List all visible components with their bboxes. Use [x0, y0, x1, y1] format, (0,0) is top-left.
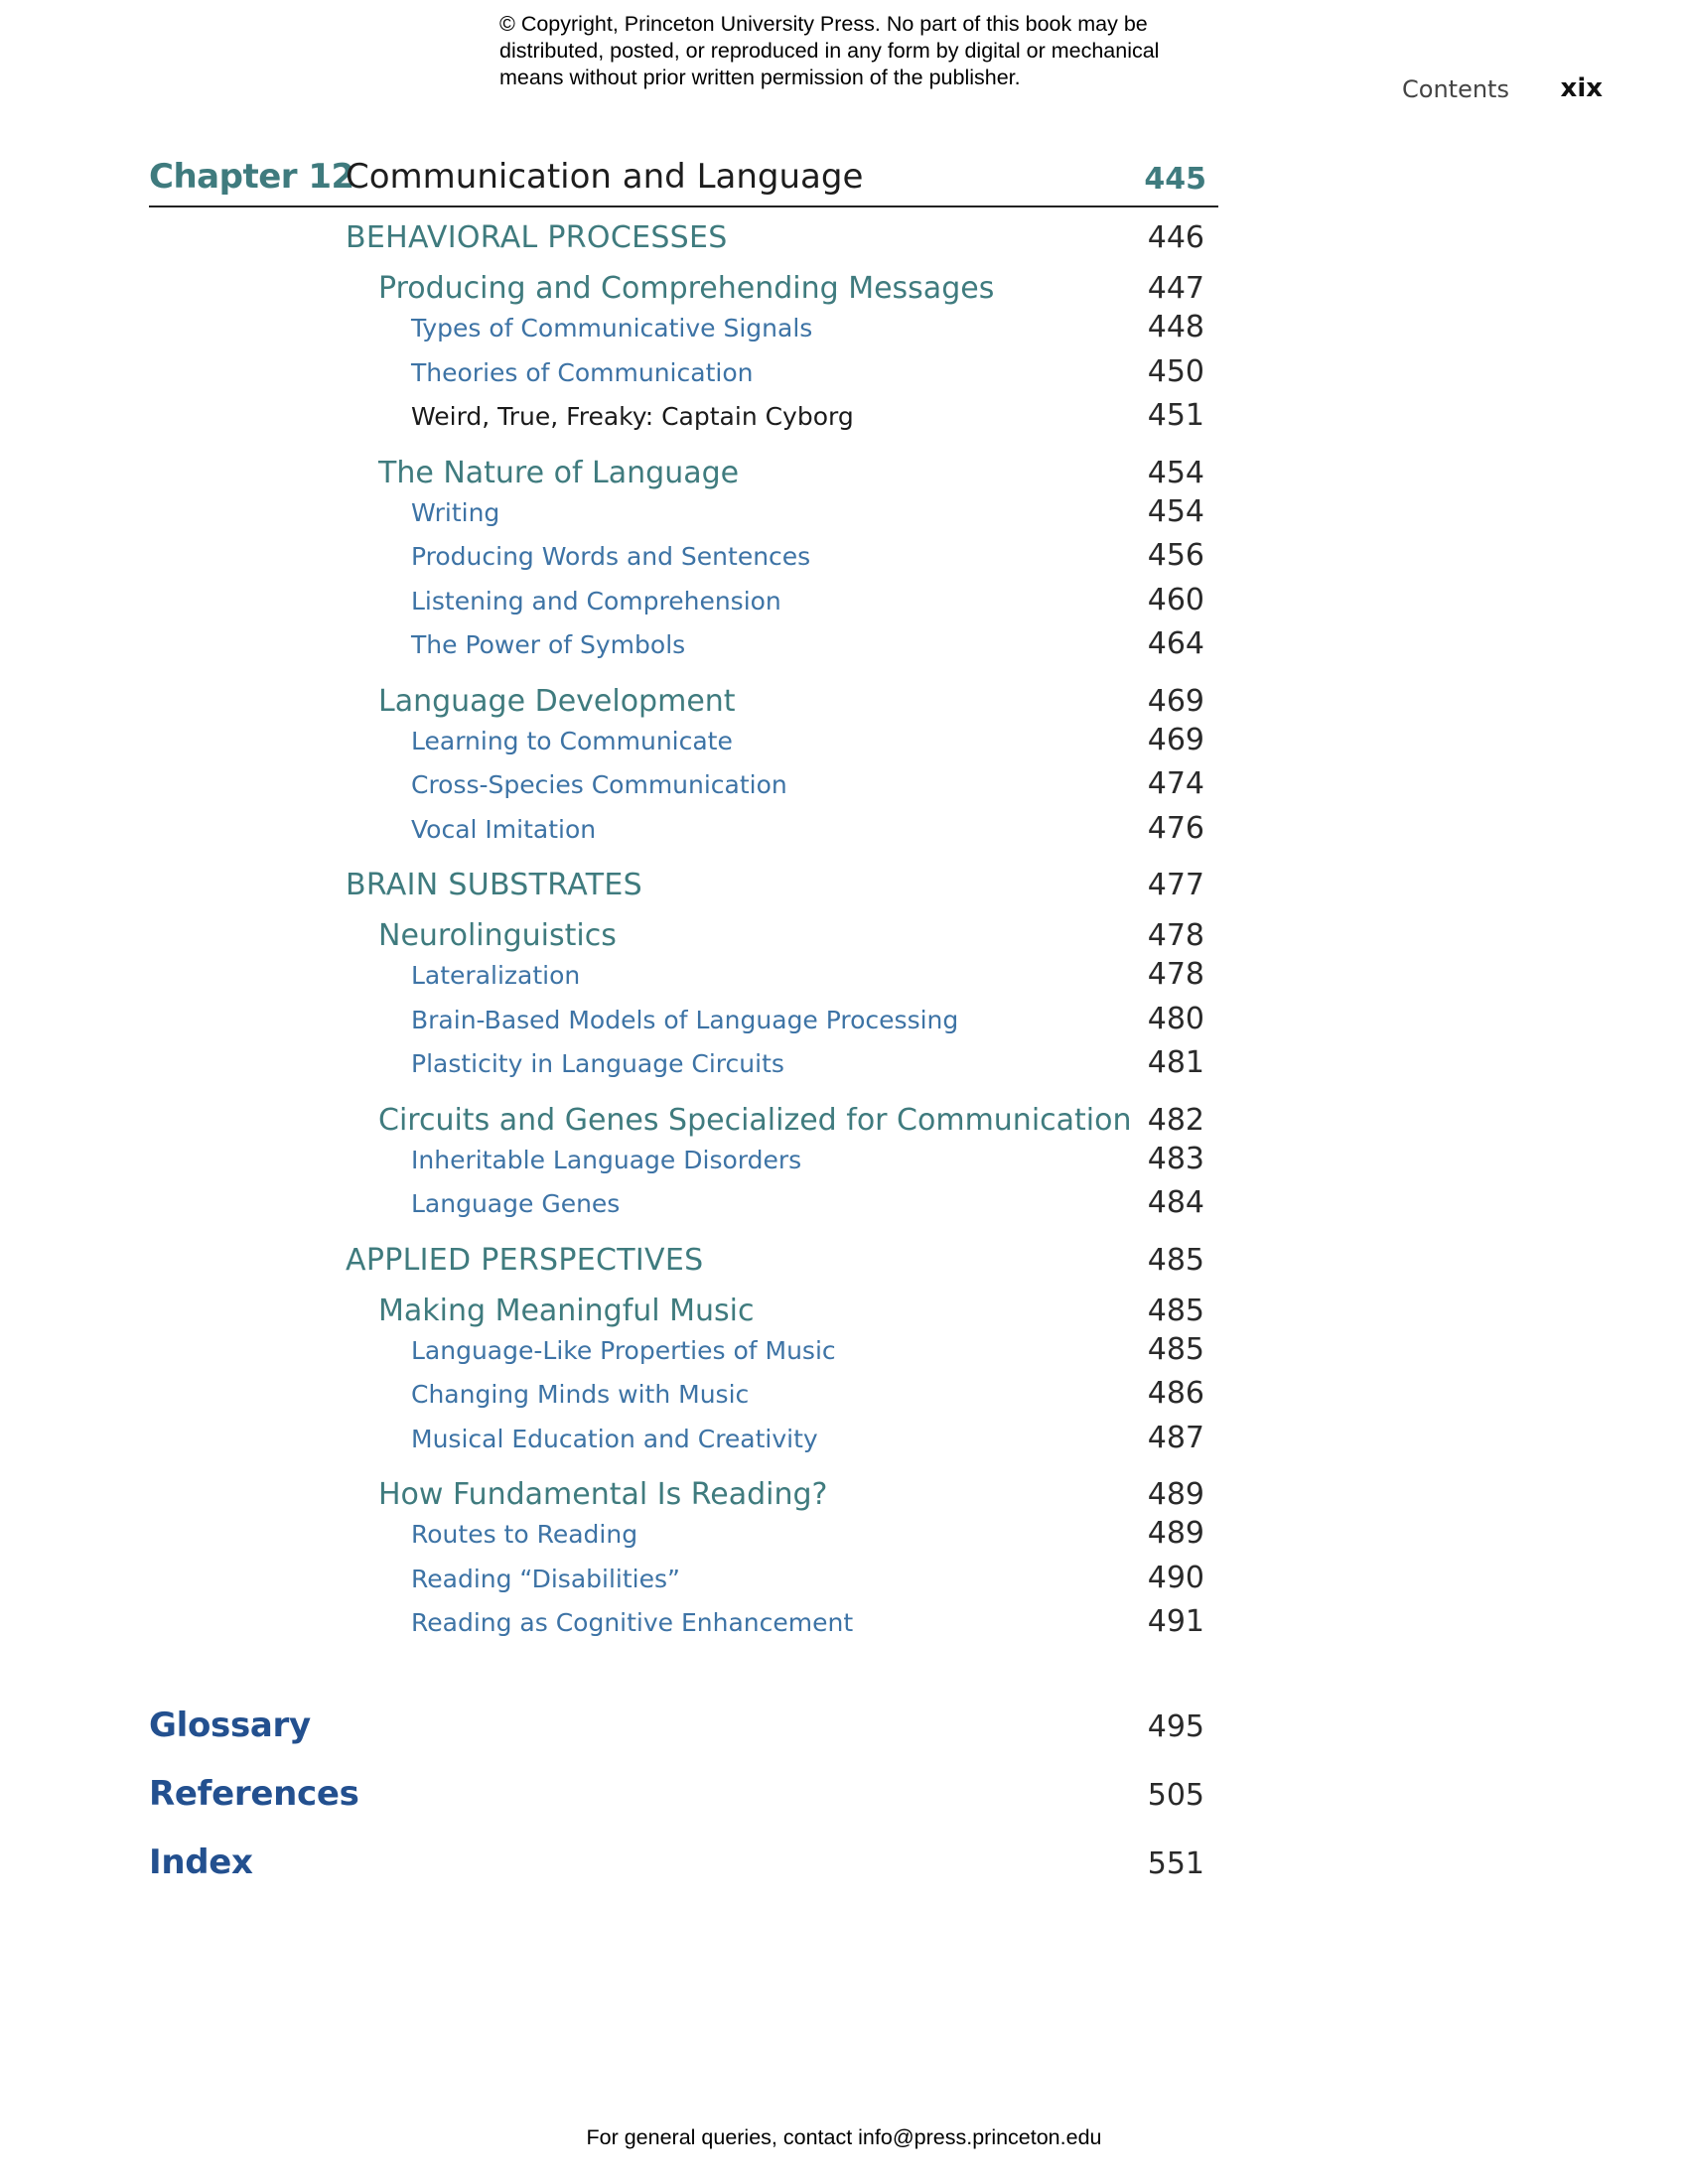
toc-entry-page-number: 464: [1147, 626, 1204, 661]
toc-entry-label: The Power of Symbols: [411, 630, 686, 659]
toc-entry-sub: [411, 811, 1204, 851]
toc-entry-sub: [411, 310, 1204, 349]
toc-entry-page-number: 485: [1147, 1331, 1204, 1367]
toc-entry-section: [346, 1243, 1204, 1283]
toc-entry-label: Vocal Imitation: [411, 814, 597, 844]
back-matter-label: Glossary: [149, 1706, 311, 1745]
toc-entry-sub: [411, 723, 1204, 762]
back-matter-page-number: 505: [1147, 1778, 1204, 1813]
toc-entry-label: Language Genes: [411, 1189, 621, 1218]
toc-entry-label: Neurolinguistics: [378, 918, 617, 953]
toc-entry-label: Listening and Comprehension: [411, 586, 781, 615]
toc-entry-topic: [378, 1294, 1204, 1333]
toc-entry-label: Brain-Based Models of Language Processing: [411, 1005, 959, 1034]
toc-entry-label: BRAIN SUBSTRATES: [346, 868, 642, 902]
running-head: [1370, 73, 1603, 107]
toc-entry-sub: [411, 1045, 1204, 1085]
toc-entry-page-number: 474: [1147, 766, 1204, 801]
toc-entry-page-number: 485: [1147, 1242, 1204, 1278]
toc-entry-page-number: 477: [1147, 868, 1204, 902]
toc-entry-label: How Fundamental Is Reading?: [378, 1477, 828, 1512]
toc-entry-sub: [411, 1002, 1204, 1041]
toc-entry-label: Writing: [411, 497, 500, 527]
toc-entry-page-number: 450: [1147, 353, 1204, 389]
toc-entry-label: Making Meaningful Music: [378, 1293, 755, 1328]
toc-entry-page-number: 460: [1147, 582, 1204, 617]
toc-entry-page-number: 478: [1147, 918, 1204, 953]
back-matter-label: References: [149, 1774, 359, 1814]
copyright-line: © Copyright, Princeton University Press. No part of this book may be: [499, 12, 1148, 36]
running-head-section: Contents: [1402, 75, 1509, 103]
toc-entry-label: Theories of Communication: [411, 357, 754, 387]
toc-entry-label: Circuits and Genes Specialized for Communication: [378, 1102, 1132, 1138]
toc-entry-page-number: 446: [1147, 220, 1204, 255]
toc-entry-page-number: 469: [1147, 683, 1204, 719]
toc-entry-topic: [378, 684, 1204, 724]
chapter-title: Communication and Language: [346, 157, 864, 197]
back-matter-entry: [149, 1843, 1204, 1886]
toc-entry-section: [346, 220, 1204, 260]
toc-entry-label: BEHAVIORAL PROCESSES: [346, 220, 728, 255]
toc-entry-label: Language Development: [378, 683, 736, 719]
toc-entry-label: The Nature of Language: [378, 455, 740, 490]
toc-entry-label: Reading “Disabilities”: [411, 1564, 680, 1593]
back-matter-page-number: 551: [1147, 1846, 1204, 1881]
toc-entry-page-number: 483: [1147, 1141, 1204, 1176]
back-matter-entry: [149, 1774, 1204, 1818]
toc-entry-label: Producing and Comprehending Messages: [378, 271, 995, 306]
toc-entry-label: Routes to Reading: [411, 1520, 638, 1549]
toc-entry-page-number: 454: [1147, 455, 1204, 490]
toc-entry-sub: [411, 1516, 1204, 1556]
toc-entry-label: Musical Education and Creativity: [411, 1424, 818, 1453]
toc-entry-topic: [378, 456, 1204, 495]
toc-entry-sub: [411, 1185, 1204, 1225]
toc-entry-sub: [411, 494, 1204, 534]
toc-entry-sub: [411, 1332, 1204, 1372]
toc-entry-page-number: 480: [1147, 1001, 1204, 1036]
toc-entry-page-number: 489: [1147, 1477, 1204, 1512]
toc-entry-label: Changing Minds with Music: [411, 1380, 750, 1409]
toc-entry-page-number: 469: [1147, 722, 1204, 757]
toc-entry-page-number: 485: [1147, 1293, 1204, 1328]
toc-entry-feature: [411, 398, 1204, 438]
toc-entry-label: Plasticity in Language Circuits: [411, 1049, 784, 1078]
toc-entry-page-number: 447: [1147, 271, 1204, 306]
footer-contact: For general queries, contact info@press.princeton.edu: [586, 2125, 1102, 2149]
toc-entry-page-number: 478: [1147, 957, 1204, 992]
copyright-line: distributed, posted, or reproduced in any form by digital or mechanical: [499, 39, 1160, 63]
toc-entry-sub: [411, 626, 1204, 666]
toc-entry-sub: [411, 1561, 1204, 1600]
toc-entry-topic: [378, 271, 1204, 311]
back-matter-label: Index: [149, 1843, 253, 1882]
toc-entry-label: Lateralization: [411, 961, 581, 990]
toc-entry-sub: [411, 1376, 1204, 1416]
toc-entry-topic: [378, 1477, 1204, 1517]
toc-entry-page-number: 491: [1147, 1604, 1204, 1639]
chapter-number: Chapter 12: [149, 157, 354, 197]
toc-entry-sub: [411, 1604, 1204, 1644]
toc-entry-page-number: 482: [1147, 1102, 1204, 1138]
toc-entry-sub: [411, 766, 1204, 806]
chapter-page-number: 445: [1144, 162, 1206, 197]
toc-entry-page-number: 454: [1147, 493, 1204, 529]
toc-entry-label: Producing Words and Sentences: [411, 542, 811, 571]
toc-entry-label: Weird, True, Freaky: Captain Cyborg: [411, 402, 854, 431]
toc-entry-label: Inheritable Language Disorders: [411, 1145, 802, 1174]
toc-entry-page-number: 481: [1147, 1045, 1204, 1080]
toc-entry-label: Types of Communicative Signals: [411, 314, 813, 342]
toc-entry-label: Reading as Cognitive Enhancement: [411, 1608, 854, 1637]
toc-entry-sub: [411, 1142, 1204, 1181]
toc-entry-section: [346, 868, 1204, 907]
toc-entry-label: Language-Like Properties of Music: [411, 1335, 836, 1365]
toc-entry-label: APPLIED PERSPECTIVES: [346, 1242, 704, 1278]
chapter-heading: [149, 154, 1218, 207]
toc-entry-page-number: 487: [1147, 1420, 1204, 1455]
toc-entry-sub: [411, 583, 1204, 622]
toc-entry-topic: [378, 1103, 1204, 1143]
copyright-notice: [499, 11, 1214, 91]
toc-entry-topic: [378, 918, 1204, 958]
copyright-line: means without prior written permission of the publisher.: [499, 66, 1021, 89]
toc-entry-page-number: 448: [1147, 310, 1204, 344]
toc-entry-label: Cross-Species Communication: [411, 770, 787, 799]
toc-entry-page-number: 484: [1147, 1185, 1204, 1220]
toc-entry-sub: [411, 957, 1204, 997]
back-matter-page-number: 495: [1147, 1709, 1204, 1744]
toc-entry-page-number: 476: [1147, 810, 1204, 846]
toc-entry-page-number: 490: [1147, 1560, 1204, 1595]
toc-entry-page-number: 486: [1147, 1376, 1204, 1411]
toc-entry-label: Learning to Communicate: [411, 726, 733, 755]
toc-entry-page-number: 451: [1147, 398, 1204, 433]
running-head-page-number: xix: [1560, 73, 1603, 103]
toc-entry-page-number: 489: [1147, 1516, 1204, 1551]
back-matter-entry: [149, 1706, 1204, 1749]
toc-entry-sub: [411, 1421, 1204, 1460]
toc-entry-sub: [411, 354, 1204, 394]
toc-entry-page-number: 456: [1147, 538, 1204, 573]
toc-entry-sub: [411, 538, 1204, 578]
